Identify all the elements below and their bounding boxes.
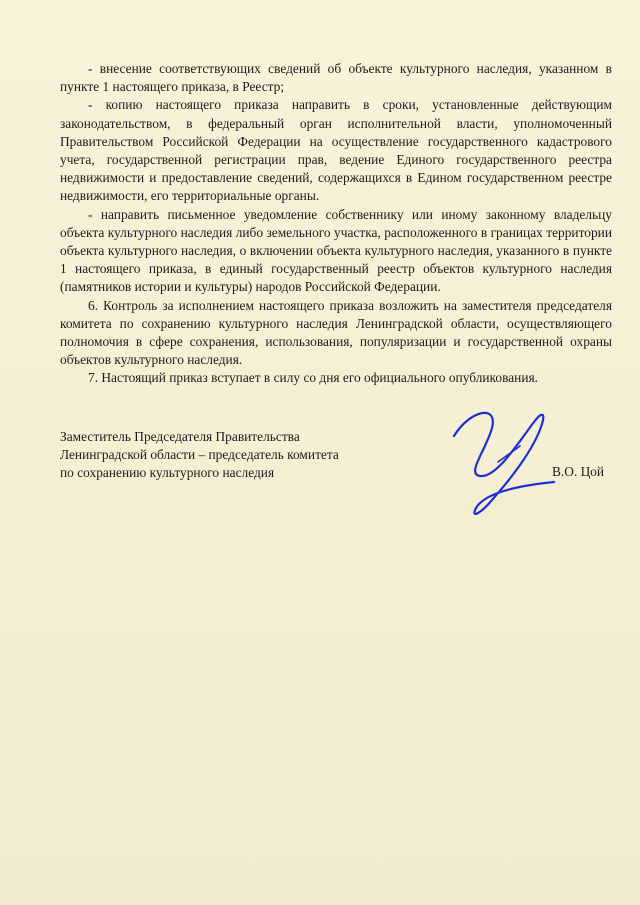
signature-block — [60, 425, 612, 535]
paragraph-effective-date: 7. Настоящий приказ вступает в силу со дня его официального опубликования. — [88, 370, 538, 386]
signature-stroke — [454, 413, 554, 514]
paragraph-send-copy: - копию настоящего приказа направить в сроки, установленные действующим законодательством, в федеральный орган исполнительной власти, уполномоченный Правительством Российской Федерации на осуществление государственного кадастрового учета, государственной регистрации прав, ведение Единого государственного реестра недвижимости и предоставление сведений, содержащихся в Едином государственном реестре недвижимости, его территориальные органы. — [60, 97, 612, 204]
paragraph-notify-owner: - направить письменное уведомление собственнику или иному законному владельцу объекта культурного наследия либо земельного участка, расположенного в границах территории объекта культурного наследия, о включении объекта культурного наследия, указанного в пункте 1 настоящего приказа, в единый государственный реестр объектов культурного наследия (памятников истории и культуры) народов Российской Федерации. — [60, 206, 612, 295]
paragraph-control: 6. Контроль за исполнением настоящего приказа возложить на заместителя председателя комитета по сохранению культурного наследия Ленинградской области, осуществляющего полномочия в сфере сохранения, использования, популяризации и государственной охраны объектов культурного наследия. — [60, 297, 612, 368]
signer-name: В.О. Цой — [552, 464, 604, 479]
signer-title-line: Заместитель Председателя Правительства — [60, 429, 300, 444]
signer-title-line: по сохранению культурного наследия — [60, 465, 275, 481]
paragraph-registry-entry: - внесение соответствующих сведений об объекте культурного наследия, указанном в пункте 1 настоящего приказа, в Реестр; — [60, 61, 612, 95]
signer-title — [60, 428, 420, 483]
signature-stroke — [498, 446, 520, 462]
handwritten-signature — [436, 402, 576, 522]
document-body — [60, 60, 612, 388]
signer-title-line: Ленинградской области – председатель комитета — [60, 447, 339, 463]
